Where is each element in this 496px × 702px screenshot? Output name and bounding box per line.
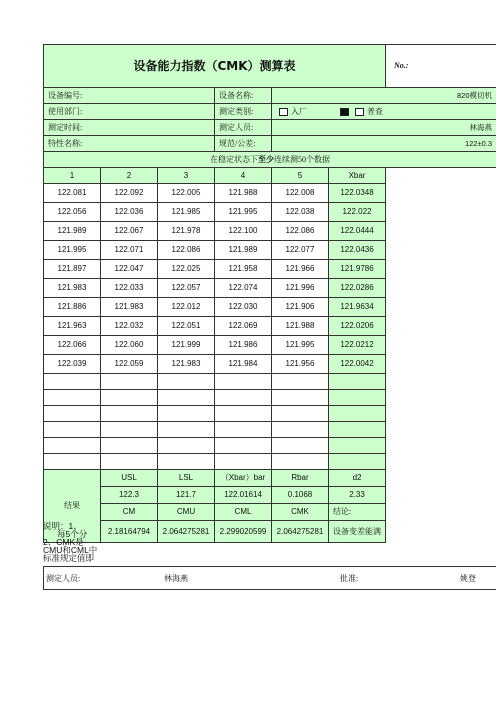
data-cell: 122.047 — [101, 260, 158, 279]
spec-label: 规范/公差: — [215, 136, 272, 152]
table-row — [44, 317, 496, 336]
data-cell: 121.983 — [101, 298, 158, 317]
time-label: 测定时间: — [44, 120, 215, 136]
data-cell: 121.906 — [272, 298, 329, 317]
data-cell: 121.886 — [44, 298, 101, 317]
data-cell: 122.077 — [272, 241, 329, 260]
equipment-name-label: 设备名称: — [215, 88, 272, 104]
xbar-cell: 122.0348 — [329, 184, 386, 203]
data-cell: 122.056 — [44, 203, 101, 222]
checkbox-icon[interactable] — [279, 108, 288, 116]
xbar-cell: 122.0444 — [329, 222, 386, 241]
data-cell: 121.978 — [158, 222, 215, 241]
conclusion-label: 结论: — [329, 504, 386, 521]
result-value: 121.7 — [158, 487, 215, 504]
table-row — [44, 184, 496, 203]
column-header-xbar: Xbar — [329, 168, 386, 184]
table-row — [44, 279, 496, 298]
data-cell: 121.963 — [44, 317, 101, 336]
data-cell: 122.057 — [158, 279, 215, 298]
result-header: （Xbar）bar — [215, 470, 272, 487]
result-header: USL — [101, 470, 158, 487]
approver-value: 姚登 — [460, 573, 476, 583]
data-cell: 121.984 — [215, 355, 272, 374]
data-cell: 122.012 — [158, 298, 215, 317]
data-cell: 121.996 — [272, 279, 329, 298]
xbar-cell: 121.9786 — [329, 260, 386, 279]
notes — [43, 522, 143, 562]
result-header: d2 — [329, 470, 386, 487]
data-cell: 122.036 — [101, 203, 158, 222]
table-row — [44, 203, 496, 222]
data-cell: 122.051 — [158, 317, 215, 336]
xbar-cell: 122.0436 — [329, 241, 386, 260]
column-header: 2 — [101, 168, 158, 184]
xbar-cell: 122.022 — [329, 203, 386, 222]
data-cell: 121.995 — [44, 241, 101, 260]
table-row — [44, 222, 496, 241]
data-cell: 122.060 — [101, 336, 158, 355]
data-cell: 121.897 — [44, 260, 101, 279]
dept-label: 使用部门: — [44, 104, 215, 120]
xbar-cell: 122.0042 — [329, 355, 386, 374]
person-value: 林海燕 — [272, 120, 496, 136]
data-cell: 122.086 — [272, 222, 329, 241]
result-header: CML — [215, 504, 272, 521]
note-line: 标准规定值即 — [43, 553, 95, 563]
note-line: 2、CMK是 — [43, 537, 84, 547]
data-cell: 121.983 — [44, 279, 101, 298]
result-value: 2.299020599 — [215, 521, 272, 543]
result-value: 0.1068 — [272, 487, 329, 504]
data-cell: 121.988 — [215, 184, 272, 203]
table-row — [44, 336, 496, 355]
xbar-cell: 121.9634 — [329, 298, 386, 317]
data-cell: 121.989 — [215, 241, 272, 260]
data-cell: 121.995 — [215, 203, 272, 222]
cmk-table — [43, 44, 496, 543]
feature-label: 特性名称: — [44, 136, 215, 152]
no-label: No.: — [386, 45, 496, 88]
data-cell: 122.008 — [272, 184, 329, 203]
conclusion-text: 设备变差能满 — [329, 521, 386, 543]
data-cell: 122.086 — [158, 241, 215, 260]
footer-row — [43, 566, 496, 590]
table-row — [44, 298, 496, 317]
result-value: 122.3 — [101, 487, 158, 504]
data-cell: 122.059 — [101, 355, 158, 374]
measure-type-options[interactable] — [272, 104, 496, 120]
result-value: 2.18164794 — [101, 521, 158, 543]
column-header: 4 — [215, 168, 272, 184]
data-cell: 122.032 — [101, 317, 158, 336]
xbar-cell: 122.0206 — [329, 317, 386, 336]
result-value: 2.33 — [329, 487, 386, 504]
data-cell: 121.989 — [44, 222, 101, 241]
data-cell: 121.986 — [215, 336, 272, 355]
measurer-label: 测定人员: — [46, 573, 81, 583]
data-cell: 122.069 — [215, 317, 272, 336]
person-label: 测定人员: — [215, 120, 272, 136]
result-label: 结果 — [44, 470, 101, 543]
data-cell: 122.038 — [272, 203, 329, 222]
data-cell: 121.999 — [158, 336, 215, 355]
approver-label: 批准: — [340, 573, 359, 583]
data-cell: 122.067 — [101, 222, 158, 241]
data-cell: 121.956 — [272, 355, 329, 374]
data-cell: 122.066 — [44, 336, 101, 355]
data-cell: 122.030 — [215, 298, 272, 317]
column-header: 5 — [272, 168, 329, 184]
data-cell: 122.081 — [44, 184, 101, 203]
column-header: 1 — [44, 168, 101, 184]
data-rows — [44, 184, 496, 374]
data-cell: 122.039 — [44, 355, 101, 374]
result-header: Rbar — [272, 470, 329, 487]
result-value: 2.064275281 — [158, 521, 215, 543]
table-row — [44, 260, 496, 279]
data-cell: 121.995 — [272, 336, 329, 355]
result-value: 2.064275281 — [272, 521, 329, 543]
data-cell: 121.988 — [272, 317, 329, 336]
equipment-name-value: 820模切机 — [272, 88, 496, 104]
equipment-no-label: 设备编号: — [44, 88, 215, 104]
data-cell: 122.071 — [101, 241, 158, 260]
result-header: CMK — [272, 504, 329, 521]
checkbox-checked-icon[interactable] — [340, 108, 349, 116]
data-cell: 121.958 — [215, 260, 272, 279]
data-cell: 122.005 — [158, 184, 215, 203]
table-row — [44, 355, 496, 374]
spec-value: 122±0.3 — [272, 136, 496, 152]
result-header: CM — [101, 504, 158, 521]
data-cell: 122.025 — [158, 260, 215, 279]
type-option-survey: 普查 — [367, 106, 383, 116]
table-row — [44, 241, 496, 260]
result-value: 122.01614 — [215, 487, 272, 504]
measurer-value: 林海燕 — [164, 573, 188, 583]
column-header: 3 — [158, 168, 215, 184]
xbar-cell: 122.0212 — [329, 336, 386, 355]
data-cell: 122.074 — [215, 279, 272, 298]
sheet-title: 设备能力指数（CMK）测算表 — [44, 45, 386, 88]
note-line: 每5个分 — [57, 529, 88, 539]
data-cell: 121.983 — [158, 355, 215, 374]
data-cell: 121.966 — [272, 260, 329, 279]
measure-type-label: 测定类别: — [215, 104, 272, 120]
data-cell: 121.985 — [158, 203, 215, 222]
data-cell: 122.092 — [101, 184, 158, 203]
column-header-row — [44, 168, 496, 184]
data-cell: 122.100 — [215, 222, 272, 241]
xbar-cell: 122.0286 — [329, 279, 386, 298]
data-cell: 122.033 — [101, 279, 158, 298]
note-line: 说明：1、 — [43, 521, 82, 531]
instruction-text: 在稳定状态下至少连续测50个数据 — [44, 152, 496, 168]
note-line: CMU和CML中 — [43, 545, 98, 555]
cmk-sheet — [43, 44, 496, 590]
type-option-incoming: 入厂 — [291, 106, 307, 116]
result-header: LSL — [158, 470, 215, 487]
checkbox-icon[interactable] — [355, 108, 364, 116]
result-header: CMU — [158, 504, 215, 521]
